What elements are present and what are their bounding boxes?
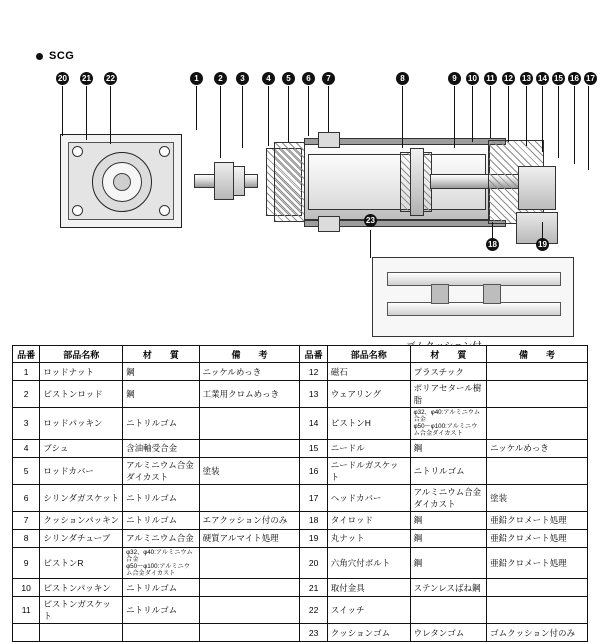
cell-name-right: スイッチ bbox=[327, 597, 410, 624]
model-label bbox=[36, 50, 74, 62]
cell-remarks-right: 亜鉛クロメート処理 bbox=[487, 511, 588, 529]
cell-material-left bbox=[123, 624, 200, 642]
cell-no-right: 15 bbox=[300, 439, 327, 457]
cell-material-left: ニトリルゴム bbox=[123, 597, 200, 624]
callout-19: 19 bbox=[536, 238, 549, 251]
table-row bbox=[13, 547, 588, 579]
leader-line bbox=[472, 86, 473, 142]
cell-material-right: プラスチック bbox=[410, 363, 487, 381]
cell-name-right: ニードルガスケット bbox=[327, 457, 410, 484]
leader-line bbox=[526, 86, 527, 146]
cell-remarks-right bbox=[487, 597, 588, 624]
cell-no-left: 3 bbox=[13, 408, 40, 440]
callout-16: 16 bbox=[568, 72, 581, 85]
cell-material-right: ニトリルゴム bbox=[410, 457, 487, 484]
head-cover bbox=[274, 142, 306, 222]
cell-name-right: ウェアリング bbox=[327, 381, 410, 408]
leader-line bbox=[110, 86, 111, 144]
callout-15: 15 bbox=[552, 72, 565, 85]
cell-material-left: 含油軸受合金 bbox=[123, 439, 200, 457]
detail-cushion-rubber-a bbox=[431, 284, 449, 304]
cell-name-right: ピストンH bbox=[327, 408, 410, 440]
cell-no-right: 22 bbox=[300, 597, 327, 624]
cell-remarks-left: ニッケルめっき bbox=[199, 363, 300, 381]
detail-part-upper bbox=[387, 272, 561, 286]
callout-3: 3 bbox=[236, 72, 249, 85]
port-top bbox=[318, 132, 340, 148]
cell-no-left: 4 bbox=[13, 439, 40, 457]
cell-material-right: 鋼 bbox=[410, 511, 487, 529]
cell-no-right: 23 bbox=[300, 624, 327, 642]
cell-name-right: 磁石 bbox=[327, 363, 410, 381]
detail-cushion-rubber-b bbox=[483, 284, 501, 304]
cell-remarks-left bbox=[199, 439, 300, 457]
cell-no-left: 8 bbox=[13, 529, 40, 547]
cell-no-left: 6 bbox=[13, 484, 40, 511]
cell-no-right: 18 bbox=[300, 511, 327, 529]
table-row bbox=[13, 439, 588, 457]
callout-17: 17 bbox=[584, 72, 597, 85]
cell-remarks-right bbox=[487, 408, 588, 440]
cell-remarks-left bbox=[199, 624, 300, 642]
cell-no-left: 11 bbox=[13, 597, 40, 624]
cell-remarks-right: 塗装 bbox=[487, 484, 588, 511]
table-row bbox=[13, 597, 588, 624]
cell-name-right: 取付金具 bbox=[327, 579, 410, 597]
cell-remarks-right bbox=[487, 579, 588, 597]
cell-name-left: ピストンR bbox=[40, 547, 123, 579]
flange-front-view bbox=[60, 134, 182, 228]
table-header-row bbox=[13, 346, 588, 363]
cell-no-right: 19 bbox=[300, 529, 327, 547]
table-row bbox=[13, 381, 588, 408]
leader-line bbox=[268, 86, 269, 146]
cell-no-left: 7 bbox=[13, 511, 40, 529]
cell-material-right: ポリアセタール樹脂 bbox=[410, 381, 487, 408]
parts-table bbox=[12, 345, 588, 642]
cell-material-left: ニトリルゴム bbox=[123, 484, 200, 511]
cell-material-left: ニトリルゴム bbox=[123, 579, 200, 597]
cell-material-right: 鋼 bbox=[410, 529, 487, 547]
cell-name-left: シリンダガスケット bbox=[40, 484, 123, 511]
cell-no-right: 20 bbox=[300, 547, 327, 579]
leader-line bbox=[220, 86, 221, 158]
cell-name-left: クッションパッキン bbox=[40, 511, 123, 529]
detail-part-lower bbox=[387, 302, 561, 316]
cell-no-left: 2 bbox=[13, 381, 40, 408]
cell-remarks-left bbox=[199, 408, 300, 440]
callout-2: 2 bbox=[214, 72, 227, 85]
detail-leader bbox=[370, 230, 371, 258]
cell-name-right: 丸ナット bbox=[327, 529, 410, 547]
callout-1: 1 bbox=[190, 72, 203, 85]
callout-4: 4 bbox=[262, 72, 275, 85]
leader-line bbox=[62, 86, 63, 136]
callout-10: 10 bbox=[466, 72, 479, 85]
cell-name-left: ピストンパッキン bbox=[40, 579, 123, 597]
table-row bbox=[13, 529, 588, 547]
cell-material-right: ウレタンゴム bbox=[410, 624, 487, 642]
cell-remarks-left: 硬質アルマイト処理 bbox=[199, 529, 300, 547]
callout-12: 12 bbox=[502, 72, 515, 85]
model-label-text: SCG bbox=[49, 50, 75, 62]
cell-no-right: 16 bbox=[300, 457, 327, 484]
header-name-right: 部品名称 bbox=[327, 346, 410, 363]
callout-18: 18 bbox=[486, 238, 499, 251]
detail-view-rubber-cushion bbox=[372, 257, 574, 337]
cell-material-left: アルミニウム合金 bbox=[123, 529, 200, 547]
rod-nut-secondary bbox=[233, 166, 245, 196]
cell-remarks-left bbox=[199, 597, 300, 624]
cell-name-left bbox=[40, 624, 123, 642]
leader-line bbox=[492, 222, 493, 238]
callout-5: 5 bbox=[282, 72, 295, 85]
rear-cap bbox=[518, 166, 556, 210]
callout-7: 7 bbox=[322, 72, 335, 85]
cell-name-right: 六角穴付ボルト bbox=[327, 547, 410, 579]
header-rem-right: 備 考 bbox=[487, 346, 588, 363]
callout-8: 8 bbox=[396, 72, 409, 85]
callout-22: 22 bbox=[104, 72, 117, 85]
cell-name-left: ロッドナット bbox=[40, 363, 123, 381]
callout-14: 14 bbox=[536, 72, 549, 85]
leader-line bbox=[574, 86, 575, 164]
table-row bbox=[13, 363, 588, 381]
cell-no-left: 10 bbox=[13, 579, 40, 597]
bolt-hole bbox=[72, 205, 83, 216]
bolt-hole bbox=[72, 146, 83, 157]
leader-line bbox=[308, 86, 309, 136]
rod-hub bbox=[92, 152, 152, 212]
leader-line bbox=[542, 222, 543, 238]
cell-no-left: 5 bbox=[13, 457, 40, 484]
cell-name-right: ヘッドカバー bbox=[327, 484, 410, 511]
cell-material-left: アルミニウム合金ダイカスト bbox=[123, 457, 200, 484]
cell-remarks-left: エアクッション付のみ bbox=[199, 511, 300, 529]
leader-line bbox=[508, 86, 509, 142]
leader-line bbox=[542, 86, 543, 152]
cell-material-left: 鋼 bbox=[123, 381, 200, 408]
piston-magnet bbox=[410, 148, 424, 216]
bullet-icon bbox=[36, 53, 43, 60]
cell-name-left: ピストンガスケット bbox=[40, 597, 123, 624]
rod-nut bbox=[214, 162, 234, 200]
callout-6: 6 bbox=[302, 72, 315, 85]
cell-no-left bbox=[13, 624, 40, 642]
table-row bbox=[13, 457, 588, 484]
callout-21: 21 bbox=[80, 72, 93, 85]
cell-material-right bbox=[410, 597, 487, 624]
cell-remarks-left bbox=[199, 579, 300, 597]
callout-23: 23 bbox=[364, 214, 377, 227]
leader-line bbox=[328, 86, 329, 132]
leader-line bbox=[402, 86, 403, 148]
cell-remarks-right: 亜鉛クロメート処理 bbox=[487, 529, 588, 547]
cell-no-right: 17 bbox=[300, 484, 327, 511]
leader-line bbox=[288, 86, 289, 142]
assembly-drawing bbox=[18, 62, 595, 334]
cell-no-right: 14 bbox=[300, 408, 327, 440]
cell-material-right: ステンレスばね鋼 bbox=[410, 579, 487, 597]
cell-material-left: ニトリルゴム bbox=[123, 511, 200, 529]
leader-line bbox=[588, 86, 589, 170]
bolt-hole bbox=[159, 205, 170, 216]
cell-remarks-right: ゴムクッション付のみ bbox=[487, 624, 588, 642]
table-row bbox=[13, 579, 588, 597]
cell-material-right: 鋼 bbox=[410, 439, 487, 457]
cell-no-left: 1 bbox=[13, 363, 40, 381]
cell-no-right: 12 bbox=[300, 363, 327, 381]
callout-20: 20 bbox=[56, 72, 69, 85]
table-row bbox=[13, 408, 588, 440]
cell-name-left: ロッドパッキン bbox=[40, 408, 123, 440]
cell-remarks-right: 亜鉛クロメート処理 bbox=[487, 547, 588, 579]
leader-line bbox=[242, 86, 243, 148]
header-name-left: 部品名称 bbox=[40, 346, 123, 363]
cell-material-right: 鋼 bbox=[410, 547, 487, 579]
leader-line bbox=[490, 86, 491, 138]
cell-material-left: φ32、φ40:アルミニウム合金 φ50～φ100:アルミニウム合金ダイカスト bbox=[123, 547, 200, 579]
callout-11: 11 bbox=[484, 72, 497, 85]
cell-name-right: ニードル bbox=[327, 439, 410, 457]
cell-remarks-right: ニッケルめっき bbox=[487, 439, 588, 457]
cell-name-left: ピストンロッド bbox=[40, 381, 123, 408]
cell-name-left: ロッドカバー bbox=[40, 457, 123, 484]
callout-13: 13 bbox=[520, 72, 533, 85]
header-rem-left: 備 考 bbox=[199, 346, 300, 363]
cell-name-right: クッションゴム bbox=[327, 624, 410, 642]
cell-material-left: ニトリルゴム bbox=[123, 408, 200, 440]
leader-line bbox=[196, 86, 197, 130]
bolt-hole bbox=[159, 146, 170, 157]
callout-9: 9 bbox=[448, 72, 461, 85]
table-row bbox=[13, 484, 588, 511]
leader-line bbox=[86, 86, 87, 140]
header-no-left: 品番 bbox=[13, 346, 40, 363]
leader-line bbox=[454, 86, 455, 148]
cell-no-left: 9 bbox=[13, 547, 40, 579]
cell-material-right: アルミニウム合金ダイカスト bbox=[410, 484, 487, 511]
cell-no-right: 13 bbox=[300, 381, 327, 408]
cell-remarks-right bbox=[487, 457, 588, 484]
cell-no-right: 21 bbox=[300, 579, 327, 597]
table-row bbox=[13, 511, 588, 529]
cell-material-right: φ32、φ40:アルミニウム合金 φ50～φ100:アルミニウム合金ダイカスト bbox=[410, 408, 487, 440]
leader-line bbox=[558, 86, 559, 158]
header-no-right: 品番 bbox=[300, 346, 327, 363]
cell-remarks-right bbox=[487, 363, 588, 381]
cell-remarks-right bbox=[487, 381, 588, 408]
header-mat-right: 材 質 bbox=[410, 346, 487, 363]
cell-remarks-left: 塗装 bbox=[199, 457, 300, 484]
cell-remarks-left: 工業用クロムめっき bbox=[199, 381, 300, 408]
cell-name-left: ブシュ bbox=[40, 439, 123, 457]
table-row bbox=[13, 624, 588, 642]
header-mat-left: 材 質 bbox=[123, 346, 200, 363]
cell-remarks-left bbox=[199, 484, 300, 511]
cell-material-left: 鋼 bbox=[123, 363, 200, 381]
cell-name-right: タイロッド bbox=[327, 511, 410, 529]
cell-name-left: シリンダチューブ bbox=[40, 529, 123, 547]
port-bottom bbox=[318, 216, 340, 232]
cell-remarks-left bbox=[199, 547, 300, 579]
